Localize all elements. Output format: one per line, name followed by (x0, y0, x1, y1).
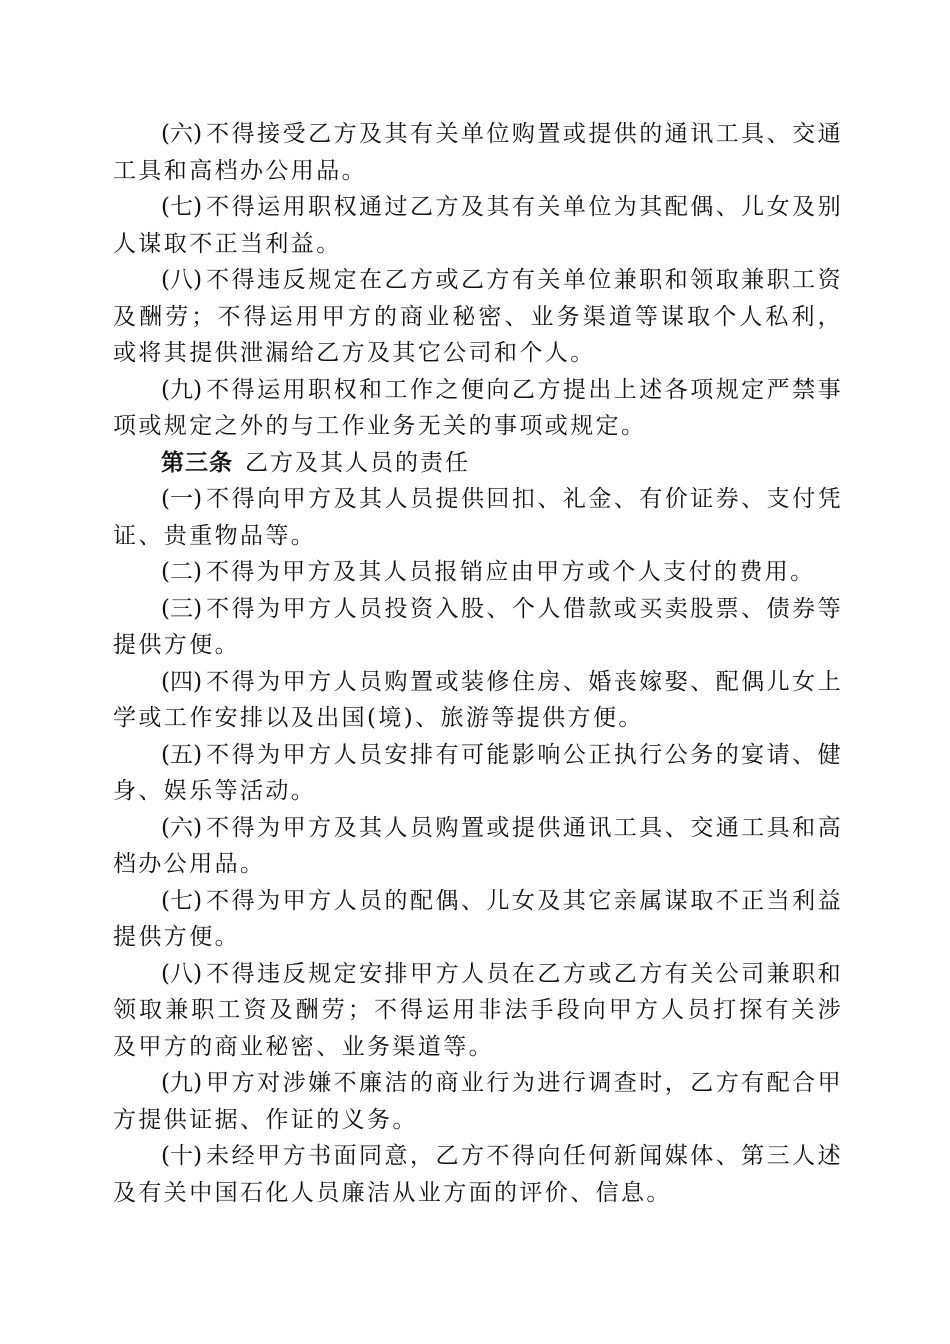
article-title: 乙方及其人员的责任 (245, 449, 470, 476)
item-text: 不得为甲方及其人员购置或提供通讯工具、交通工具和高档办公用品。 (113, 814, 844, 877)
item-text: 不得违反规定在乙方或乙方有关单位兼职和领取兼职工资及酬劳；不得运用甲方的商业秘密、业务渠道等谋取个人私利，或将其提供泄漏给乙方及其它公司和个人。 (113, 267, 844, 366)
party-b-item-9 (113, 1065, 843, 1138)
party-b-item-10 (113, 1138, 843, 1211)
party-b-item-3 (113, 591, 843, 664)
item-text: 不得运用职权通过乙方及其有关单位为其配偶、儿女及别人谋取不正当利益。 (113, 194, 844, 257)
item-text: 不得为甲方人员投资入股、个人借款或买卖股票、债券等提供方便。 (113, 595, 844, 658)
party-b-item-8 (113, 956, 843, 1066)
party-a-item-7 (113, 189, 843, 262)
item-number: (八) (161, 267, 203, 293)
document-body (113, 116, 843, 1211)
item-text: 甲方对涉嫌不廉洁的商业行为进行调查时，乙方有配合甲方提供证据、作证的义务。 (113, 1070, 844, 1133)
item-text: 不得为甲方及其人员报销应由甲方或个人支付的费用。 (205, 559, 816, 585)
item-number: (九) (161, 1070, 203, 1096)
item-number: (六) (161, 121, 203, 147)
party-b-item-4 (113, 664, 843, 737)
item-number: (二) (161, 559, 202, 585)
item-text: 不得为甲方人员安排有可能影响公正执行公务的宴请、健身、娱乐等活动。 (113, 741, 844, 804)
item-number: (八) (161, 960, 203, 987)
item-number: (五) (161, 741, 203, 768)
item-text: 不得为甲方人员的配偶、儿女及其它亲属谋取不正当利益提供方便。 (113, 887, 844, 950)
item-number: (六) (161, 814, 203, 841)
party-b-item-5 (113, 737, 843, 810)
item-text: 不得违反规定安排甲方人员在乙方或乙方有关公司兼职和领取兼职工资及酬劳；不得运用非法手段向甲方人员打探有关涉及甲方的商业秘密、业务渠道等。 (113, 960, 844, 1060)
article-3-heading (113, 445, 843, 482)
item-number: (四) (161, 668, 203, 695)
item-number: (九) (161, 376, 203, 403)
party-a-item-9 (113, 372, 843, 445)
party-b-item-6 (113, 810, 843, 883)
item-number: (七) (161, 887, 203, 914)
item-text: 不得向甲方及其人员提供回扣、礼金、有价证券、支付凭证、贵重物品等。 (113, 486, 844, 549)
item-text: 不得运用职权和工作之便向乙方提出上述各项规定严禁事项或规定之外的与工作业务无关的事项或规定。 (113, 376, 844, 439)
party-a-item-8 (113, 262, 843, 372)
party-a-item-6 (113, 116, 843, 189)
party-b-item-7 (113, 883, 843, 956)
article-label: 第三条 (161, 449, 233, 476)
item-text: 不得为甲方人员购置或装修住房、婚丧嫁娶、配偶儿女上学或工作安排以及出国(境)、旅游等提供方便。 (113, 668, 844, 731)
party-b-item-2 (113, 554, 843, 591)
party-b-item-1 (113, 481, 843, 554)
item-number: (三) (161, 595, 203, 622)
item-text: 不得接受乙方及其有关单位购置或提供的通讯工具、交通工具和高档办公用品。 (113, 121, 844, 184)
item-number: (七) (161, 194, 203, 220)
item-number: (一) (161, 486, 203, 512)
item-number: (十) (161, 1143, 203, 1169)
item-text: 未经甲方书面同意，乙方不得向任何新闻媒体、第三人述及有关中国石化人员廉洁从业方面的评价、信息。 (113, 1143, 844, 1206)
